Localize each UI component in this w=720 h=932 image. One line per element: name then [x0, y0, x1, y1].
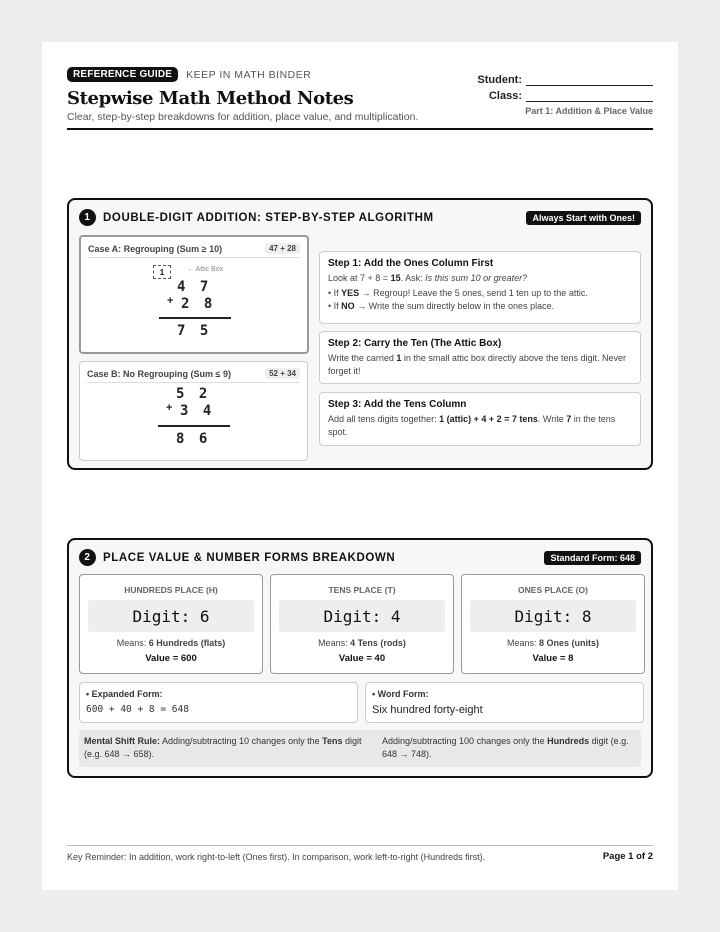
student-line [526, 71, 653, 86]
case-tag: 52 + 34 [265, 368, 300, 379]
place-means: Means: 6 Hundreds (flats) [116, 638, 226, 648]
section-header [79, 209, 641, 226]
sum-result: 8 6 [176, 431, 211, 447]
class-field [453, 86, 653, 102]
section-title: DOUBLE-DIGIT ADDITION: STEP-BY-STEP ALGORITHM [103, 211, 434, 224]
student-field [453, 70, 653, 86]
section-pill: Always Start with Ones! [526, 211, 641, 225]
top-addend: 4 7 [177, 279, 212, 295]
header-right [453, 70, 653, 116]
word-form-value: Six hundred forty-eight [372, 704, 483, 716]
section-number: 2 [79, 549, 96, 566]
step-1-card [319, 251, 641, 324]
place-value-section [67, 538, 653, 778]
section-header [79, 549, 641, 566]
place-value: Value = 40 [338, 653, 386, 664]
case-b-card [79, 361, 308, 461]
step-3-card [319, 392, 641, 446]
student-label: Student: [477, 74, 522, 86]
case-title: Case B: No Regrouping (Sum ≤ 9) [87, 368, 231, 379]
step-bullet-no: • If NO → Write the sum directly below in the ones place. [328, 301, 555, 312]
keep-in-binder-label: KEEP IN MATH BINDER [186, 68, 312, 81]
plus-sign: + [167, 295, 174, 307]
step-2-card [319, 331, 641, 384]
place-title: HUNDREDS PLACE (H) [124, 585, 218, 595]
step-title: Step 3: Add the Tens Column [328, 399, 467, 410]
class-label: Class: [488, 90, 522, 102]
top-addend: 5 2 [176, 386, 211, 402]
standard-form-pill: Standard Form: 648 [544, 551, 641, 565]
shift-rule-hundreds: Adding/subtracting 100 changes only the Hundreds digit (e.g. 648 → 748). [382, 736, 629, 760]
key-reminder: Key Reminder: In addition, work right-to-left (Ones first). In comparison, work left-to-right (Hundreds first). [67, 852, 486, 862]
bottom-addend: 2 8 [181, 296, 216, 312]
plus-sign: + [166, 402, 173, 414]
place-means: Means: 4 Tens (rods) [318, 638, 406, 648]
attic-box: 1 [153, 265, 171, 279]
sum-result: 7 5 [177, 323, 212, 339]
hundreds-place-card [79, 574, 263, 674]
footer-divider [67, 845, 653, 846]
page-number: Page 1 of 2 [602, 851, 653, 862]
step-title: Step 2: Carry the Ten (The Attic Box) [328, 338, 502, 349]
case-title: Case A: Regrouping (Sum ≥ 10) [88, 243, 223, 254]
class-line [526, 87, 653, 102]
mental-shift-rule [79, 730, 641, 767]
page-subtitle: Clear, step-by-step breakdowns for addition, place value, and multiplication. [67, 111, 419, 123]
reference-guide-badge: REFERENCE GUIDE [67, 67, 178, 82]
sum-line [158, 425, 230, 427]
place-digit: Digit: 8 [470, 600, 636, 632]
place-digit: Digit: 6 [88, 600, 254, 632]
case-tag: 47 + 28 [265, 243, 300, 254]
attic-box-label: ← Attic Box [187, 266, 224, 273]
place-digit: Digit: 4 [279, 600, 445, 632]
expanded-form-value: 600 + 40 + 8 = 648 [86, 704, 189, 715]
shift-rule-tens: Mental Shift Rule: Adding/subtracting 10 changes only the Tens digit (e.g. 648 → 658). [84, 736, 362, 760]
place-means: Means: 8 Ones (units) [506, 638, 600, 648]
page-title: Stepwise Math Method Notes [67, 88, 354, 109]
step-title: Step 1: Add the Ones Column First [328, 258, 494, 269]
step-bullet-yes: • If YES → Regroup! Leave the 5 ones, send 1 ten up to the attic. [328, 287, 588, 298]
place-value: Value = 600 [145, 653, 197, 664]
sum-line [159, 317, 231, 319]
step-text: Look at 7 + 8 = 15. Ask: Is this sum 10 or greater? [328, 273, 528, 283]
place-value: Value = 8 [532, 653, 574, 664]
word-form-box [365, 682, 644, 723]
expanded-form-label: • Expanded Form: [86, 689, 163, 699]
worksheet-page [42, 42, 678, 890]
ones-place-card [461, 574, 645, 674]
place-title: TENS PLACE (T) [328, 585, 396, 595]
bottom-addend: 3 4 [180, 403, 215, 419]
section-number: 1 [79, 209, 96, 226]
part-label: Part 1: Addition & Place Value [525, 106, 653, 116]
addition-section [67, 198, 653, 470]
header-left [67, 67, 447, 123]
tens-place-card [270, 574, 454, 674]
step-text: Write the carried 1 in the small attic box directly above the tens digit. Never forget it! [328, 353, 626, 376]
section-title: PLACE VALUE & NUMBER FORMS BREAKDOWN [103, 551, 396, 564]
expanded-form-box [79, 682, 358, 723]
place-title: ONES PLACE (O) [518, 585, 588, 595]
case-a-card [79, 235, 309, 354]
step-text: Add all tens digits together: 1 (attic) + 4 + 2 = 7 tens. Write 7 in the tens spot. [328, 414, 616, 437]
header-divider [67, 128, 653, 130]
word-form-label: • Word Form: [372, 689, 429, 699]
